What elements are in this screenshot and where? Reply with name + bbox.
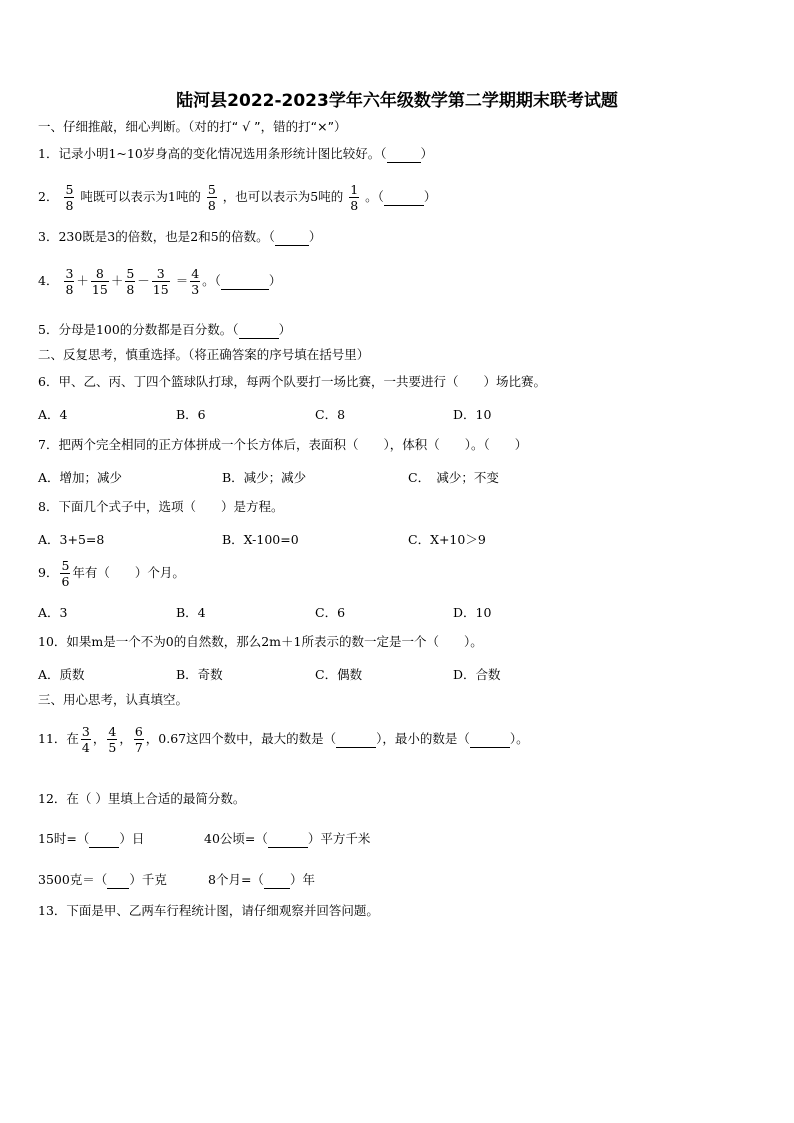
question-4-close: ） bbox=[268, 273, 282, 288]
question-9 bbox=[38, 558, 185, 589]
fraction: $\frac{3}{8}$ bbox=[65, 266, 74, 297]
plus-sign: ＋ bbox=[110, 273, 124, 288]
fraction: $\frac{8}{15}$ bbox=[91, 266, 108, 297]
option-b[interactable]: B．X-100=0 bbox=[222, 532, 299, 547]
comma: ， bbox=[92, 731, 106, 746]
question-12-row-2a bbox=[38, 872, 167, 889]
plus-sign: ＋ bbox=[76, 273, 89, 288]
question-3-text: 3．230既是3的倍数，也是2和5的倍数。（ bbox=[38, 229, 275, 244]
answer-blank[interactable] bbox=[268, 831, 308, 848]
fraction: $\frac{6}{7}$ bbox=[134, 724, 143, 755]
answer-blank[interactable] bbox=[470, 731, 510, 748]
row-label: 40公顷=（ bbox=[204, 831, 268, 846]
question-2-close: ） bbox=[423, 189, 437, 204]
answer-blank[interactable] bbox=[239, 322, 279, 339]
fraction: $\frac{1}{8}$ bbox=[350, 182, 359, 213]
section-heading-1: 一、仔细推敲，细心判断。（对的打“ √ ”，错的打“×”） bbox=[38, 119, 347, 134]
question-2 bbox=[38, 182, 436, 213]
question-4-text: 。（ bbox=[202, 273, 221, 288]
question-13: 13．下面是甲、乙两车行程统计图，请仔细观察并回答问题。 bbox=[38, 903, 379, 918]
question-3 bbox=[38, 229, 321, 246]
question-5-close: ） bbox=[278, 322, 292, 337]
option-c[interactable]: C．8 bbox=[315, 407, 346, 422]
question-9-text: 年有（ ）个月。 bbox=[72, 565, 185, 580]
question-11 bbox=[38, 724, 529, 755]
equals-sign: ＝ bbox=[175, 273, 189, 288]
option-b[interactable]: B．奇数 bbox=[176, 667, 223, 682]
row-unit: ）千克 bbox=[129, 872, 167, 887]
question-number: 9． bbox=[38, 565, 59, 580]
row-label: 3500克＝（ bbox=[38, 872, 108, 887]
option-a[interactable]: A．质数 bbox=[38, 667, 85, 682]
option-b[interactable]: B．减少；减少 bbox=[222, 470, 307, 485]
row-unit: ）日 bbox=[119, 831, 145, 846]
answer-blank[interactable] bbox=[387, 146, 421, 163]
question-number: 11．在 bbox=[38, 731, 79, 746]
option-a[interactable]: A．3+5=8 bbox=[38, 532, 105, 547]
question-6: 6．甲、乙、丙、丁四个篮球队打球，每两个队要打一场比赛，一共要进行（ ）场比赛。 bbox=[38, 374, 546, 389]
answer-blank[interactable] bbox=[89, 831, 119, 848]
question-8: 8．下面几个式子中，选项（ ）是方程。 bbox=[38, 499, 284, 514]
question-5-text: 5．分母是100的分数都是百分数。（ bbox=[38, 322, 239, 337]
question-1 bbox=[38, 146, 433, 163]
option-a[interactable]: A．3 bbox=[38, 605, 68, 620]
question-12: 12．在（ ）里填上合适的最简分数。 bbox=[38, 791, 246, 806]
fraction: $\frac{3}{4}$ bbox=[81, 724, 90, 755]
question-1-close: ） bbox=[420, 146, 434, 161]
question-4 bbox=[38, 266, 281, 297]
fraction: $\frac{4}{3}$ bbox=[191, 266, 200, 297]
answer-blank[interactable] bbox=[384, 189, 424, 206]
section-heading-2: 二、反复思考，慎重选择。（将正确答案的序号填在括号里） bbox=[38, 347, 370, 362]
option-a[interactable]: A．增加；减少 bbox=[38, 470, 123, 485]
row-label: 8个月=（ bbox=[208, 872, 264, 887]
answer-blank[interactable] bbox=[264, 872, 290, 889]
comma: ， bbox=[119, 731, 132, 746]
question-12-row-1a bbox=[38, 831, 144, 848]
question-7: 7．把两个完全相同的正方体拼成一个长方体后，表面积（ ），体积（ ）。（ ） bbox=[38, 437, 528, 452]
row-unit: ）年 bbox=[289, 872, 315, 887]
question-2-text-1: 吨既可以表示为1吨的 bbox=[80, 189, 201, 204]
question-2-text-3: 。（ bbox=[365, 189, 384, 204]
option-c[interactable]: C．X+10＞9 bbox=[408, 532, 486, 547]
question-1-text: 1．记录小明1~10岁身高的变化情况选用条形统计图比较好。（ bbox=[38, 146, 387, 161]
option-b[interactable]: B．6 bbox=[176, 407, 206, 422]
fraction: $\frac{3}{15}$ bbox=[152, 266, 169, 297]
minus-sign: － bbox=[137, 273, 150, 288]
option-a[interactable]: A．4 bbox=[38, 407, 68, 422]
fraction: $\frac{4}{5}$ bbox=[108, 724, 117, 755]
section-heading-3: 三、用心思考，认真填空。 bbox=[38, 692, 189, 707]
option-d[interactable]: D．10 bbox=[453, 605, 492, 620]
question-12-row-2b bbox=[208, 872, 315, 889]
answer-blank[interactable] bbox=[336, 731, 376, 748]
option-d[interactable]: D．10 bbox=[453, 407, 492, 422]
row-unit: ）平方千米 bbox=[307, 831, 371, 846]
question-11-text-1: ，0.67这四个数中，最大的数是（ bbox=[145, 731, 337, 746]
question-11-close: ）。 bbox=[509, 731, 529, 746]
question-number: 2． bbox=[38, 189, 59, 204]
answer-blank[interactable] bbox=[107, 872, 129, 889]
question-10: 10．如果m是一个不为0的自然数，那么2m＋1所表示的数一定是一个（ ）。 bbox=[38, 634, 483, 649]
answer-blank[interactable] bbox=[275, 229, 309, 246]
question-11-text-2: ），最小的数是（ bbox=[376, 731, 470, 746]
option-c[interactable]: C．6 bbox=[315, 605, 346, 620]
option-c[interactable]: C． 减少；不变 bbox=[408, 470, 499, 485]
question-12-row-1b bbox=[204, 831, 370, 848]
fraction: $\frac{5}{8}$ bbox=[65, 182, 74, 213]
option-c[interactable]: C．偶数 bbox=[315, 667, 363, 682]
fraction: $\frac{5}{8}$ bbox=[207, 182, 216, 213]
question-number: 4． bbox=[38, 273, 59, 288]
question-2-text-2: ，也可以表示为5吨的 bbox=[222, 189, 344, 204]
row-label: 15时=（ bbox=[38, 831, 90, 846]
option-b[interactable]: B．4 bbox=[176, 605, 206, 620]
question-3-close: ） bbox=[308, 229, 322, 244]
fraction: $\frac{5}{8}$ bbox=[126, 266, 135, 297]
question-5 bbox=[38, 322, 291, 339]
fraction: $\frac{5}{6}$ bbox=[61, 558, 70, 589]
page-title: 陆河县2022-2023学年六年级数学第二学期期末联考试题 bbox=[176, 91, 618, 111]
option-d[interactable]: D．合数 bbox=[453, 667, 501, 682]
answer-blank[interactable] bbox=[221, 273, 269, 290]
